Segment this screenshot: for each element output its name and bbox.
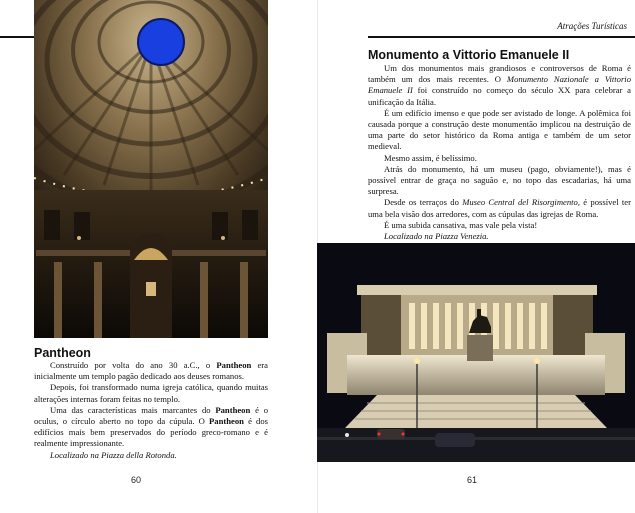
paragraph: É um edifício imenso e que pode ser avistado de longe. A polêmica foi causada porque a construção deste monumentão implicou na destruição de uma parte do setor histórico da Roma antiga e também de um setor medieval. xyxy=(368,107,631,152)
paragraph: Uma das características mais marcantes do Pantheon é o oculus, o círculo aberto no topo da cúpula. O Pantheon é dos edifícios mais bem preservados do período greco-romano e é realmente impressionante. xyxy=(34,404,268,449)
pantheon-title: Pantheon xyxy=(34,346,91,360)
paragraph: Mesmo assim, é belíssimo. xyxy=(384,152,477,163)
left-header-rule xyxy=(0,36,34,38)
paragraph: Desde os terraços do Museo Central del Risorgimento, é possível ter uma bela visão dos arredores, com as cúpulas das igrejas de Roma. xyxy=(368,197,631,219)
paragraph: Um dos monumentos mais grandiosos e controversos de Roma é também um dos mais recentes. O Monumento Nazionale a Vittorio Emanuele II foi construído no começo do século XX para celebrar a unificação da Itália. xyxy=(368,63,631,107)
monument-title: Monumento a Vittorio Emanuele II xyxy=(368,48,570,62)
location-note: Localizado na Piazza della Rotonda. xyxy=(50,449,177,460)
pantheon-photo xyxy=(34,0,268,338)
page-number-right: 61 xyxy=(467,475,478,485)
running-header: Atrações Turísticas xyxy=(557,21,627,31)
page-number-left: 60 xyxy=(131,475,142,485)
paragraph: Atrás do monumento, há um museu (pago, obviamente!), mas é possível entrar de graça no saguão e, no topo das escadarias, há uma surpresa. xyxy=(368,163,631,197)
location-note: Localizado na Piazza Venezia. xyxy=(384,231,489,242)
oculus-shape xyxy=(138,19,184,65)
pantheon-dome-image xyxy=(34,0,268,338)
paragraph: É uma subida cansativa, mas vale pela vista! xyxy=(384,219,538,230)
pantheon-body xyxy=(34,360,268,461)
right-header-rule xyxy=(368,36,635,38)
monument-body xyxy=(368,63,631,242)
vittoriano-night-image xyxy=(317,243,635,462)
monument-photo xyxy=(317,243,635,462)
paragraph: Depois, foi transformado numa igreja católica, quando muitas alterações internas foram feitas no templo. xyxy=(34,382,268,404)
paragraph: Construído por volta do ano 30 a.C., o Pantheon era inicialmente um templo pagão dedicado aos deuses romanos. xyxy=(34,360,268,382)
